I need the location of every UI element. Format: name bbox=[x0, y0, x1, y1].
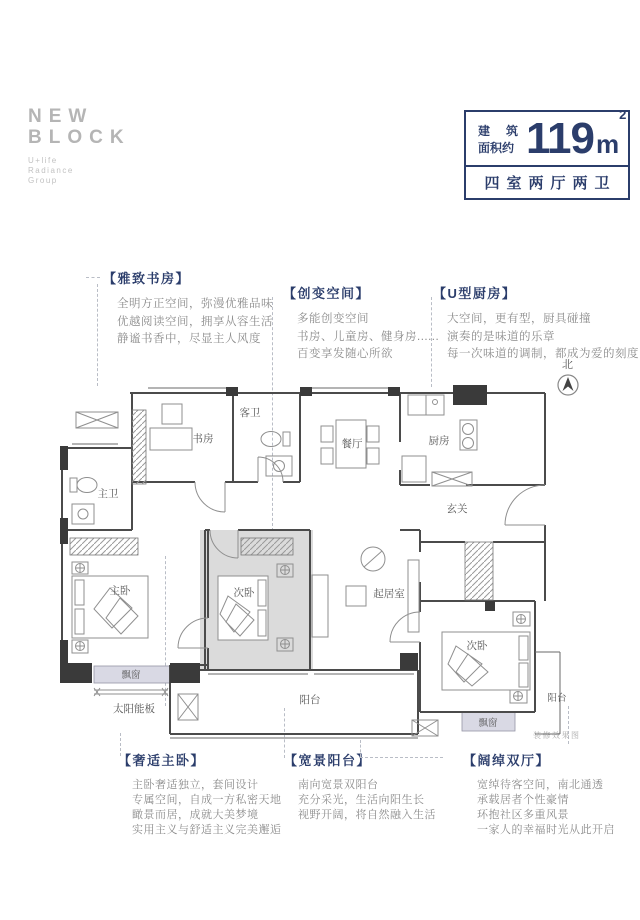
room-label-kitchen: 厨房 bbox=[428, 435, 450, 447]
annotation-double-hall bbox=[463, 750, 615, 838]
annotation-master-line: 专属空间，自成一方私密天地 bbox=[132, 794, 282, 806]
area-unit: m bbox=[595, 129, 620, 159]
annotation-flex-title: 【创变空间】 bbox=[283, 286, 371, 301]
brand-logo-line2: BLOCK bbox=[28, 127, 131, 148]
annotation-balcony-title: 【宽景阳台】 bbox=[284, 753, 372, 768]
annotation-kitchen-title: 【U型厨房】 bbox=[433, 286, 517, 301]
annotation-halls-line: 宽绰待客空间，南北通透 bbox=[477, 779, 604, 791]
brand-tagline-3: Group bbox=[28, 176, 58, 185]
room-label-dining: 餐厅 bbox=[341, 438, 363, 450]
area-exponent: 2 bbox=[619, 107, 627, 122]
room-label-second-bedroom2: 次卧 bbox=[466, 640, 488, 652]
room-label-bay-right: 飘窗 bbox=[478, 718, 498, 729]
annotation-balcony-line: 充分采光，生活向阳生长 bbox=[298, 794, 425, 806]
room-label-bay-left: 飘窗 bbox=[121, 670, 141, 681]
annotation-halls-line: 承载居者个性豪情 bbox=[477, 794, 569, 806]
annotation-master-line: 主卧奢适独立，套间设计 bbox=[132, 779, 259, 791]
room-label-balcony-center: 阳台 bbox=[299, 694, 321, 706]
room-label-guest-bath: 客卫 bbox=[239, 407, 261, 419]
annotation-master-line: 实用主义与舒适主义完美邂逅 bbox=[132, 824, 282, 836]
room-label-balcony-right: 阳台 bbox=[547, 693, 567, 704]
north-label: 北 bbox=[562, 359, 574, 371]
area-label-char2: 筑 bbox=[505, 123, 518, 138]
room-label-foyer: 玄关 bbox=[446, 503, 468, 515]
render-note: 装修效果图 bbox=[533, 731, 581, 740]
annotation-balcony bbox=[284, 750, 436, 823]
room-label-living: 起居室 bbox=[373, 588, 405, 600]
annotation-halls-title: 【阔绰双厅】 bbox=[463, 753, 551, 768]
room-label-second-bedroom: 次卧 bbox=[233, 587, 255, 599]
annotation-study bbox=[103, 268, 273, 349]
floor-plan bbox=[58, 382, 578, 747]
area-label bbox=[478, 123, 518, 157]
leader-line-study-h bbox=[86, 277, 100, 278]
annotation-balcony-line: 视野开阔，将自然融入生活 bbox=[298, 809, 436, 821]
annotation-study-line: 优越阅读空间，拥享从容生活 bbox=[117, 315, 273, 328]
annotation-kitchen-line: 每一次味道的调制，都成为爱的刻度 bbox=[447, 348, 639, 360]
annotation-halls-line: 环抱社区多重风景 bbox=[477, 809, 569, 821]
annotation-master-title: 【奢适主卧】 bbox=[118, 753, 206, 768]
brand-logo bbox=[28, 106, 131, 186]
annotation-study-title: 【雅致书房】 bbox=[103, 271, 191, 286]
area-value: 119 bbox=[526, 114, 594, 163]
annotation-kitchen-line: 大空间，更有型，厨具碰撞 bbox=[447, 313, 591, 325]
area-label-char1: 建 bbox=[478, 123, 491, 138]
annotation-flex-line: 书房、儿童房、健身房...... bbox=[297, 330, 440, 343]
annotation-flex-space bbox=[283, 283, 440, 364]
annotation-master-line: 瞰景而居，成就大美梦境 bbox=[132, 809, 259, 821]
leader-line-halls-h bbox=[360, 757, 443, 758]
annotation-flex-line: 多能创变空间 bbox=[297, 313, 369, 325]
room-label-master-bedroom: 主卧 bbox=[109, 585, 131, 597]
area-label-row2: 面积约 bbox=[478, 140, 515, 155]
layout-label: 四室两厅两卫 bbox=[484, 175, 617, 192]
annotation-master-bedroom bbox=[118, 750, 282, 838]
annotation-study-line: 全明方正空间，弥漫优雅品味 bbox=[117, 298, 273, 310]
annotation-halls-line: 一家人的幸福时光从此开启 bbox=[477, 824, 615, 836]
leader-line-study bbox=[97, 284, 98, 386]
annotation-kitchen bbox=[433, 283, 639, 364]
brand-tagline-2: Radiance bbox=[28, 166, 74, 175]
leader-line-kitchen bbox=[431, 297, 432, 387]
brand-tagline-1: U+life bbox=[28, 156, 58, 165]
annotation-kitchen-line: 演奏的是味道的乐章 bbox=[447, 330, 555, 343]
annotation-flex-line: 百变享发随心所欲 bbox=[297, 348, 393, 360]
room-label-solar: 太阳能板 bbox=[113, 703, 155, 715]
room-label-master-bath: 主卫 bbox=[97, 488, 119, 500]
annotation-balcony-line: 南向宽景双阳台 bbox=[298, 779, 379, 791]
area-badge bbox=[464, 107, 630, 200]
brand-logo-line1: NEW bbox=[28, 106, 94, 127]
annotation-study-line: 静谧书香中，尽显主人风度 bbox=[117, 333, 261, 345]
room-label-study: 书房 bbox=[192, 433, 214, 445]
area-badge-row1 bbox=[466, 107, 628, 167]
